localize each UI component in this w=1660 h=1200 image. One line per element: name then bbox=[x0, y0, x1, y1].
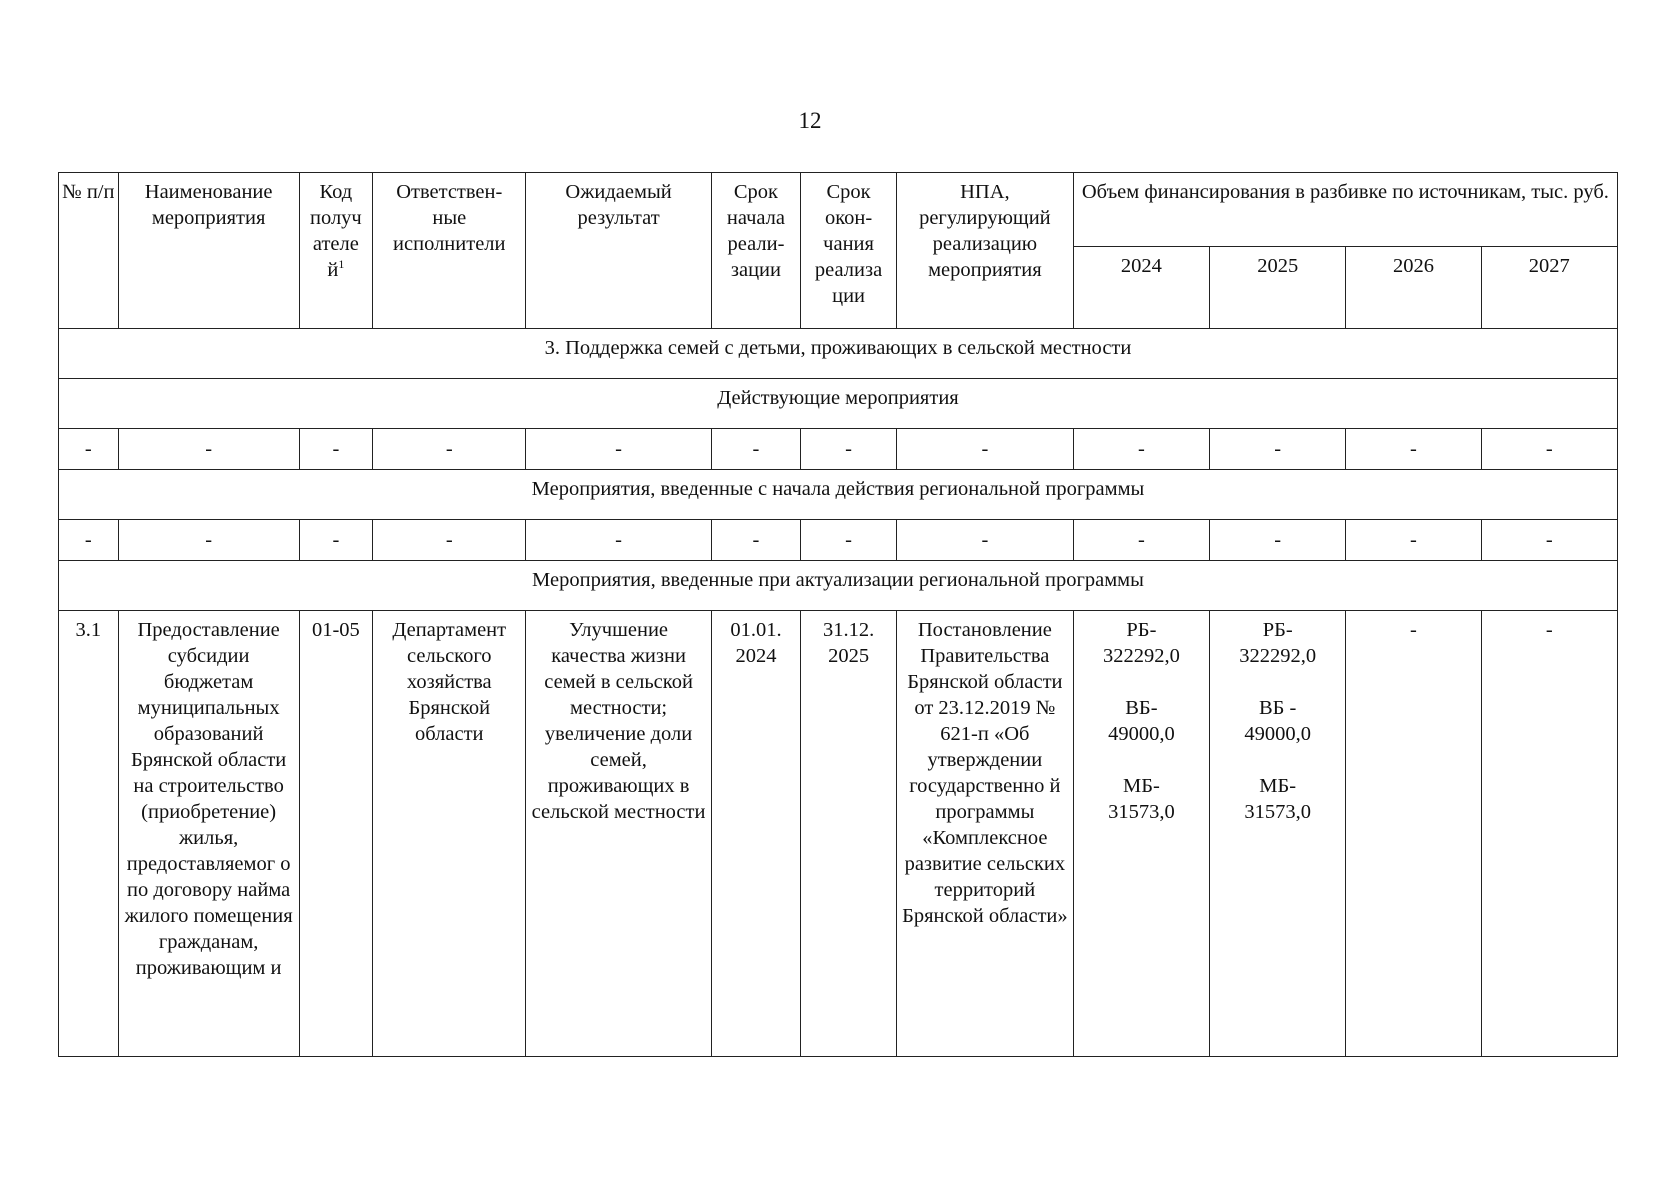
program-table bbox=[58, 172, 1618, 1057]
header-responsible: Ответствен- ные исполнители bbox=[373, 173, 526, 329]
header-npa: НПА, регулирующий реализацию мероприятия bbox=[896, 173, 1073, 329]
empty-cell: - bbox=[1210, 520, 1346, 561]
header-year-2025: 2025 bbox=[1210, 247, 1346, 329]
table-row bbox=[59, 611, 1618, 1057]
subsection-row bbox=[59, 561, 1618, 611]
row-funding-2026: - bbox=[1346, 611, 1481, 1057]
row-funding-2027: - bbox=[1481, 611, 1617, 1057]
empty-cell: - bbox=[1210, 429, 1346, 470]
empty-cell: - bbox=[711, 520, 800, 561]
empty-cell: - bbox=[896, 520, 1073, 561]
empty-cell: - bbox=[896, 429, 1073, 470]
section-title: 3. Поддержка семей с детьми, проживающих в сельской местности bbox=[59, 329, 1618, 379]
empty-cell: - bbox=[801, 429, 897, 470]
header-year-2027: 2027 bbox=[1481, 247, 1617, 329]
subsection-row bbox=[59, 379, 1618, 429]
row-end: 31.12. 2025 bbox=[801, 611, 897, 1057]
row-result: Улучшение качества жизни семей в сельской местности; увеличение доли семей, проживающих в сельской местности bbox=[526, 611, 711, 1057]
row-npa: Постановление Правительства Брянской области от 23.12.2019 № 621-п «Об утверждении государственно й программы «Комплексное развитие сельских территорий Брянской области» bbox=[896, 611, 1073, 1057]
header-code-text: Код получ ателе й bbox=[310, 181, 362, 281]
row-name: Предоставление субсидии бюджетам муниципальных образований Брянской области на строительство (приобретение) жилья, предоставляемог о по договору найма жилого помещения гражданам, проживающим и bbox=[118, 611, 299, 1057]
empty-cell: - bbox=[1481, 520, 1617, 561]
empty-cell: - bbox=[373, 520, 526, 561]
row-num: 3.1 bbox=[59, 611, 119, 1057]
empty-cell: - bbox=[1073, 429, 1209, 470]
empty-cell: - bbox=[373, 429, 526, 470]
header-name: Наименование мероприятия bbox=[118, 173, 299, 329]
empty-cell: - bbox=[1346, 429, 1481, 470]
header-result: Ожидаемый результат bbox=[526, 173, 711, 329]
header-num: № п/п bbox=[59, 173, 119, 329]
subsection-since-start: Мероприятия, введенные с начала действия региональной программы bbox=[59, 470, 1618, 520]
empty-row bbox=[59, 429, 1618, 470]
row-start: 01.01. 2024 bbox=[711, 611, 800, 1057]
empty-cell: - bbox=[118, 429, 299, 470]
empty-cell: - bbox=[1346, 520, 1481, 561]
empty-cell: - bbox=[59, 429, 119, 470]
header-year-2026: 2026 bbox=[1346, 247, 1481, 329]
page-number: 12 bbox=[798, 108, 822, 133]
empty-row bbox=[59, 520, 1618, 561]
subsection-current: Действующие мероприятия bbox=[59, 379, 1618, 429]
subsection-on-update: Мероприятия, введенные при актуализации региональной программы bbox=[59, 561, 1618, 611]
header-code-footnote: 1 bbox=[338, 257, 345, 272]
empty-cell: - bbox=[801, 520, 897, 561]
row-funding-2024: РБ- 322292,0 ВБ- 49000,0 МБ- 31573,0 bbox=[1073, 611, 1209, 1057]
header-code bbox=[299, 173, 372, 329]
header-funding: Объем финансирования в разбивке по источникам, тыс. руб. bbox=[1073, 173, 1617, 247]
empty-cell: - bbox=[1073, 520, 1209, 561]
empty-cell: - bbox=[1481, 429, 1617, 470]
empty-cell: - bbox=[526, 520, 711, 561]
empty-cell: - bbox=[118, 520, 299, 561]
subsection-row bbox=[59, 470, 1618, 520]
table-header-row bbox=[59, 173, 1618, 247]
empty-cell: - bbox=[299, 429, 372, 470]
row-code: 01-05 bbox=[299, 611, 372, 1057]
empty-cell: - bbox=[59, 520, 119, 561]
header-year-2024: 2024 bbox=[1073, 247, 1209, 329]
header-start: Срок начала реали- зации bbox=[711, 173, 800, 329]
section-row bbox=[59, 329, 1618, 379]
row-funding-2025: РБ- 322292,0 ВБ - 49000,0 МБ- 31573,0 bbox=[1210, 611, 1346, 1057]
empty-cell: - bbox=[299, 520, 372, 561]
empty-cell: - bbox=[526, 429, 711, 470]
empty-cell: - bbox=[711, 429, 800, 470]
header-end: Срок окон- чания реализа ции bbox=[801, 173, 897, 329]
row-responsible: Департамент сельского хозяйства Брянской области bbox=[373, 611, 526, 1057]
